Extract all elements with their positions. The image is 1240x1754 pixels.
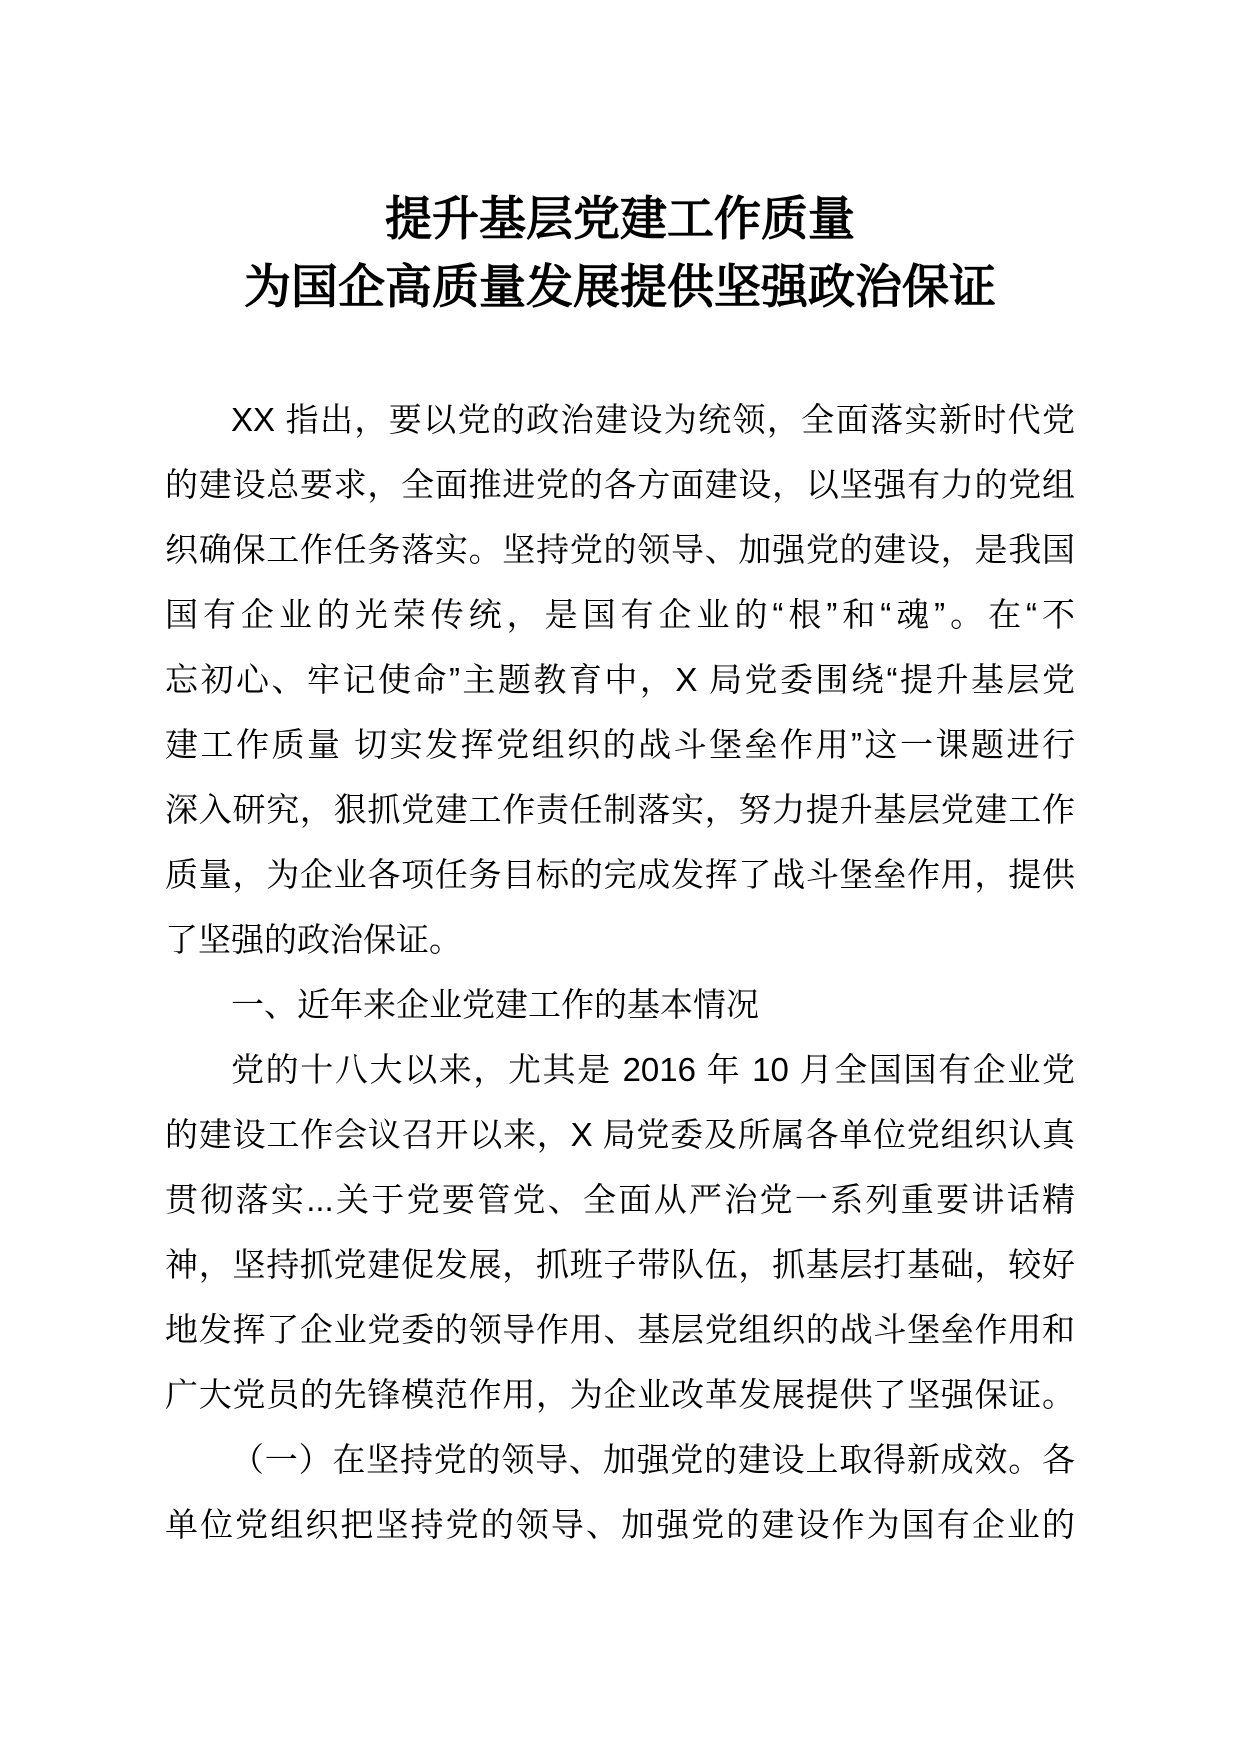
paragraph-line: 的建设工作会议召开以来，X 局党委及所属各单位党组织认真 <box>165 1116 1075 1153</box>
paragraph-line: 广大党员的先锋模范作用，为企业改革发展提供了坚强保证。 <box>165 1376 1075 1413</box>
paragraph-line: 地发挥了企业党委的领导作用、基层党组织的战斗堡垒作用和 <box>165 1311 1075 1348</box>
paragraph-line: 质量，为企业各项任务目标的完成发挥了战斗堡垒作用，提供 <box>165 856 1075 893</box>
document-body <box>165 387 1075 1557</box>
paragraph-line: 党的十八大以来，尤其是 2016 年 10 月全国国有企业党 <box>231 1051 1075 1088</box>
paragraph-line: XX 指出，要以党的政治建设为统领，全面落实新时代党 <box>231 401 1075 438</box>
paragraph-line: 建工作质量 切实发挥党组织的战斗堡垒作用”这一课题进行 <box>165 726 1075 763</box>
title-line-2: 为国企高质量发展提供坚强政治保证 <box>244 260 996 313</box>
paragraph-line: 单位党组织把坚持党的领导、加强党的建设作为国有企业的 <box>165 1506 1075 1543</box>
paragraph-line: 国有企业的光荣传统，是国有企业的“根”和“魂”。在“不 <box>165 596 1075 633</box>
paragraph-line: 了坚强的政治保证。 <box>165 921 462 958</box>
paragraph-line: 神，坚持抓党建促发展，抓班子带队伍，抓基层打基础，较好 <box>165 1246 1075 1283</box>
paragraph-line: 深入研究，狠抓党建工作责任制落实，努力提升基层党建工作 <box>165 791 1075 828</box>
paragraph-line: 贯彻落实...关于党要管党、全面从严治党一系列重要讲话精 <box>165 1181 1075 1218</box>
section-heading: 一、近年来企业党建工作的基本情况 <box>231 986 759 1023</box>
title-line-1: 提升基层党建工作质量 <box>385 192 855 245</box>
document-title <box>165 185 1075 321</box>
paragraph-line: （一）在坚持党的领导、加强党的建设上取得新成效。各 <box>231 1441 1075 1478</box>
paragraph-line: 织确保工作任务落实。坚持党的领导、加强党的建设，是我国 <box>165 531 1075 568</box>
paragraph-line: 的建设总要求，全面推进党的各方面建设，以坚强有力的党组 <box>165 466 1075 503</box>
paragraph-line: 忘初心、牢记使命”主题教育中，X 局党委围绕“提升基层党 <box>165 661 1075 698</box>
